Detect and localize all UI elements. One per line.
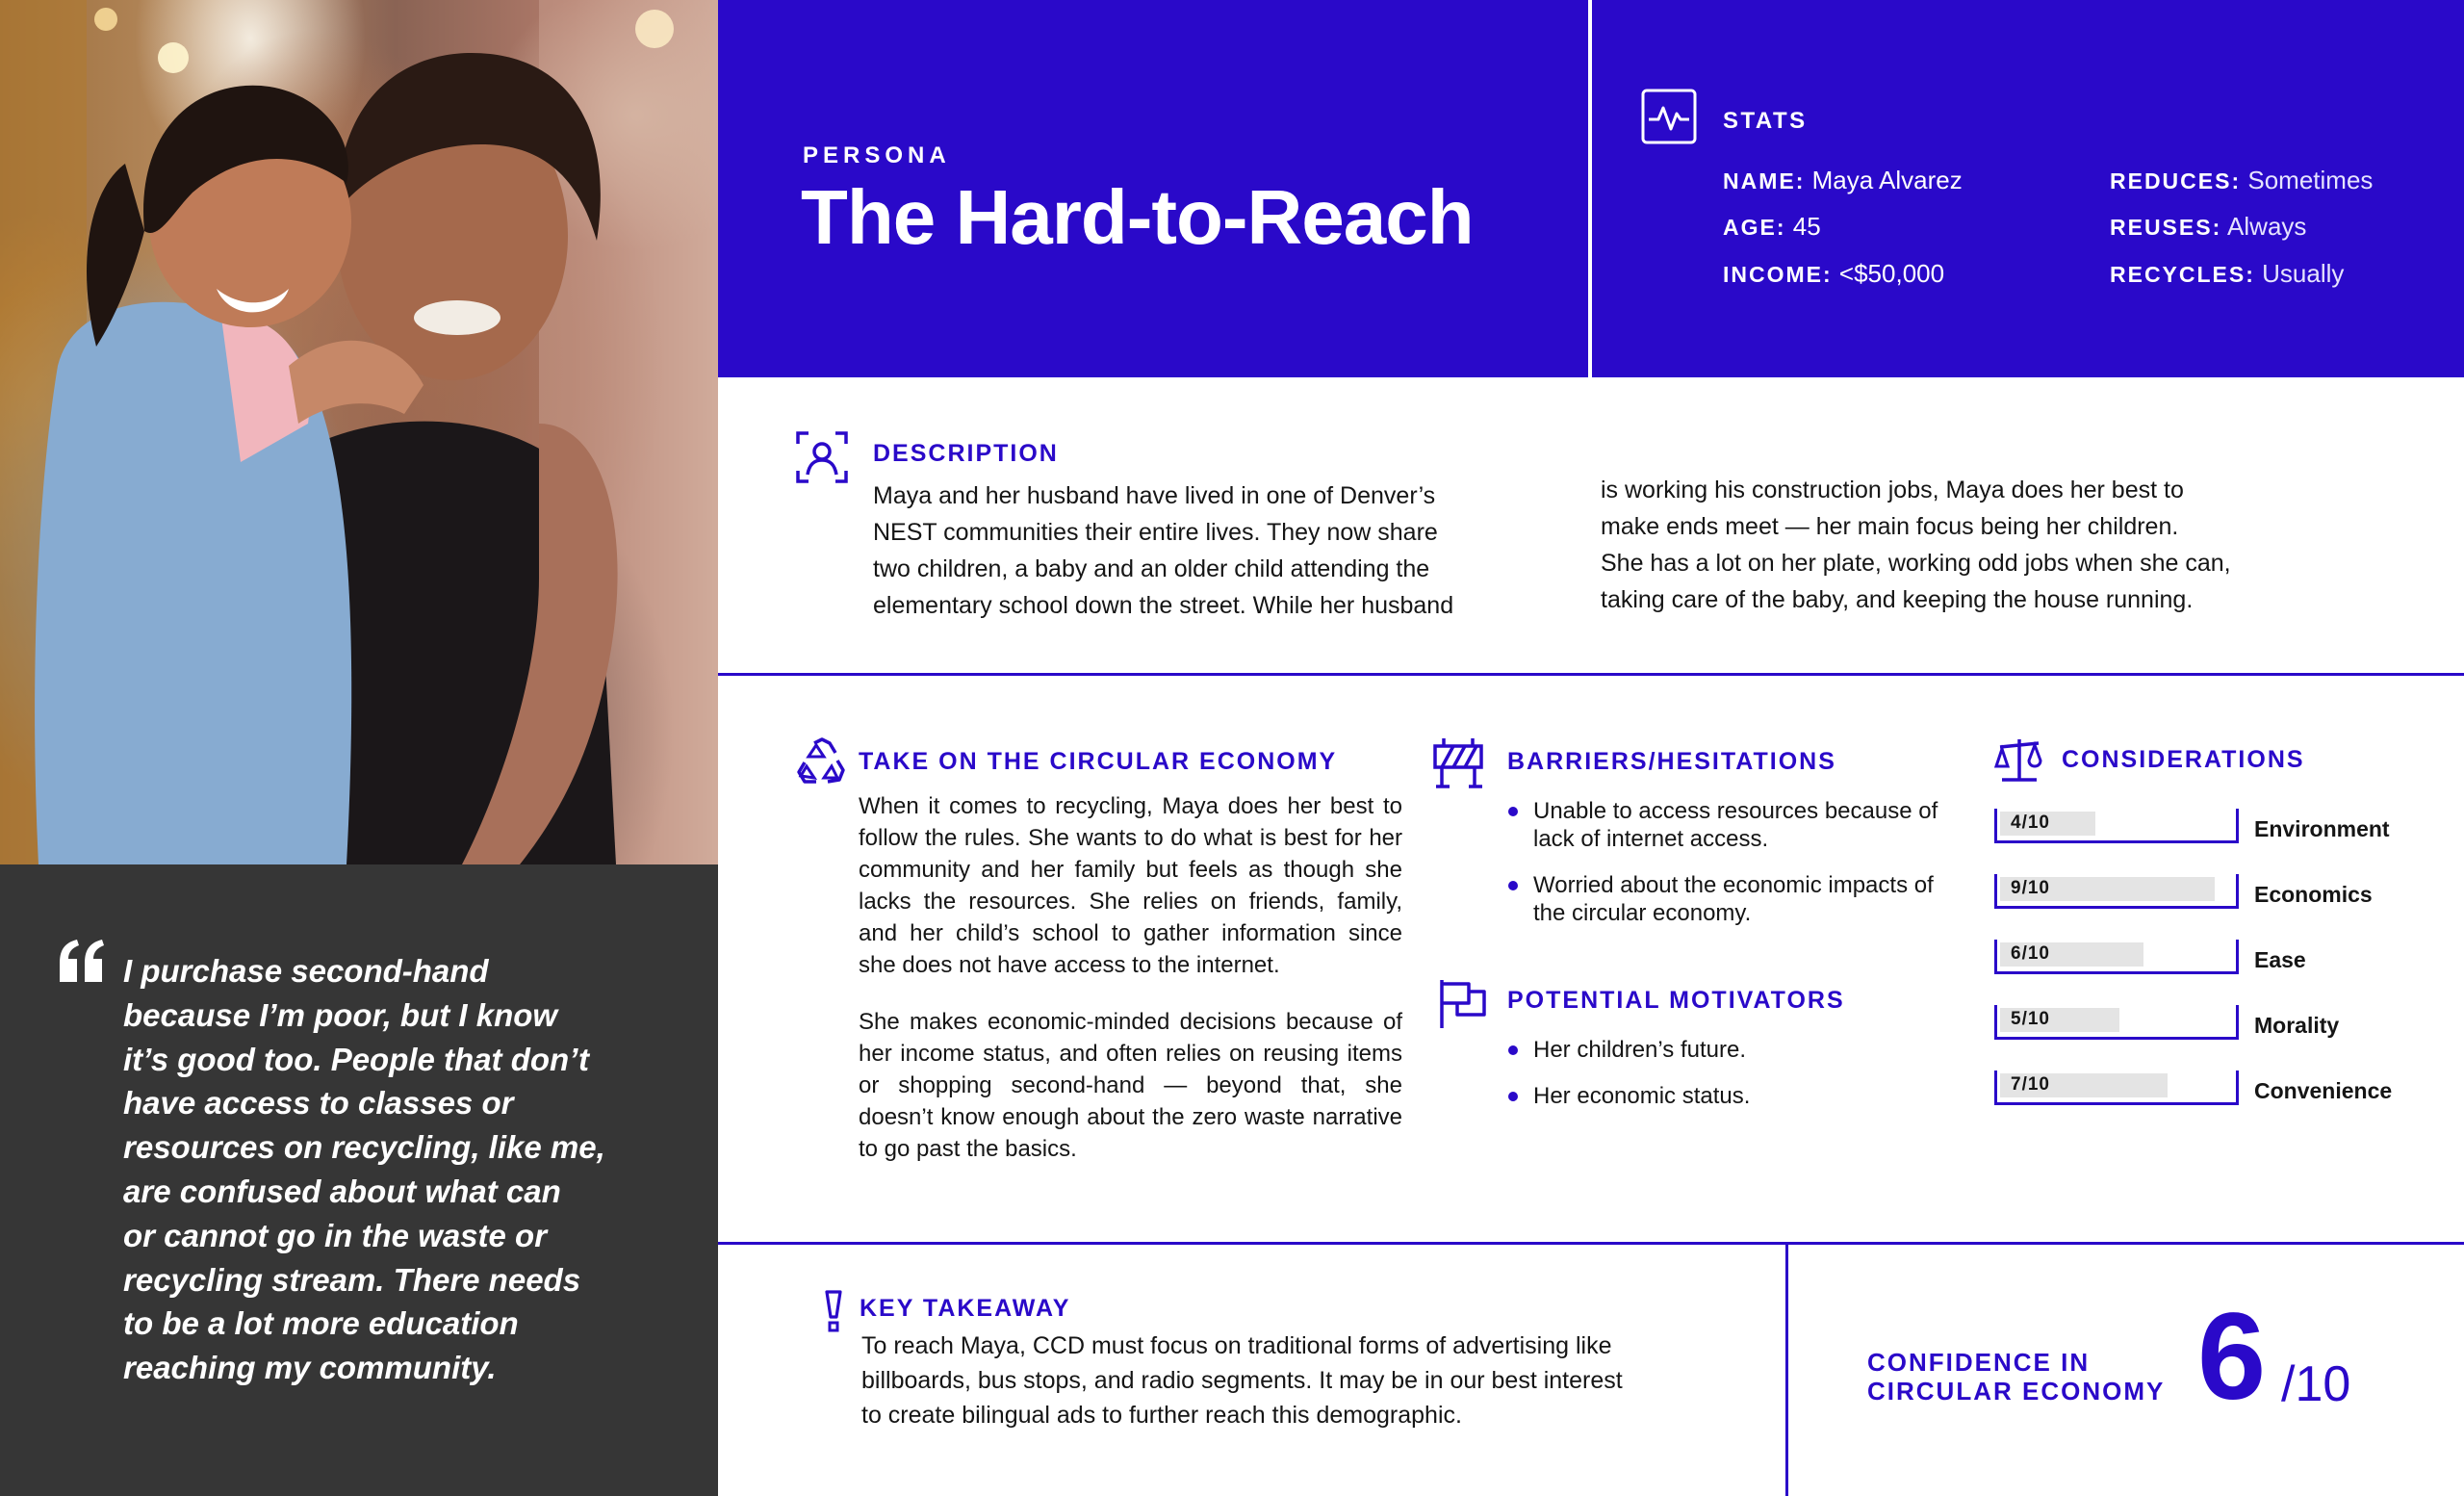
persona-label: PERSONA xyxy=(803,142,951,168)
confidence-total: /10 xyxy=(2281,1356,2351,1412)
stat-value: Maya Alvarez xyxy=(1811,166,1963,194)
confidence-label xyxy=(1867,1348,2165,1406)
stat-key: AGE: xyxy=(1723,215,1786,240)
stat-key: REDUCES: xyxy=(2110,168,2242,193)
description-line: make ends meet — her main focus being her children. xyxy=(1601,513,2179,540)
section-divider xyxy=(718,673,2464,676)
section-divider xyxy=(718,1242,2464,1245)
stat-key: NAME: xyxy=(1723,168,1806,193)
section-divider-vertical xyxy=(1785,1242,1788,1496)
barriers-title: BARRIERS/HESITATIONS xyxy=(1507,748,1836,775)
stat-value: Sometimes xyxy=(2247,166,2374,194)
consideration-row xyxy=(1994,1005,2399,1040)
stat-income xyxy=(1723,259,1944,289)
consideration-row xyxy=(1994,809,2399,843)
takeaway-title: KEY TAKEAWAY xyxy=(860,1295,1071,1322)
quote-line: reaching my community. xyxy=(123,1350,497,1386)
consideration-score: 9/10 xyxy=(2011,878,2050,898)
stat-reuses xyxy=(2110,212,2306,242)
quote-line: to be a lot more education xyxy=(123,1305,519,1342)
recycle-icon xyxy=(795,737,849,787)
quote-line: I purchase second-hand xyxy=(123,953,489,989)
quote-line: are confused about what can xyxy=(123,1173,561,1209)
quote-mark-icon xyxy=(56,940,106,982)
quote-panel xyxy=(0,864,718,1496)
stat-key: INCOME: xyxy=(1723,262,1833,287)
description-line: two children, a baby and an older child attending the xyxy=(873,555,1430,582)
stat-key: RECYCLES: xyxy=(2110,262,2255,287)
stat-name xyxy=(1723,166,1963,195)
takeaway-line: to create bilingual ads to further reach this demographic. xyxy=(861,1402,1462,1429)
motivators-list xyxy=(1506,1036,1959,1110)
consideration-score: 5/10 xyxy=(2011,1009,2050,1029)
quote-line: because I’m poor, but I know xyxy=(123,996,558,1033)
quote-line: it’s good too. People that don’t xyxy=(123,1041,589,1077)
consideration-name: Ease xyxy=(2254,947,2306,972)
list-item: Her children’s future. xyxy=(1506,1036,1959,1064)
description-line: She has a lot on her plate, working odd jobs when she can, xyxy=(1601,550,2231,577)
consideration-name: Economics xyxy=(2254,882,2373,907)
flag-icon xyxy=(1438,978,1488,1030)
barrier-icon xyxy=(1432,736,1484,788)
stat-value: Always xyxy=(2227,212,2307,241)
consideration-score: 4/10 xyxy=(2011,812,2050,833)
description-line: taking care of the baby, and keeping the house running. xyxy=(1601,586,2194,613)
consideration-bar xyxy=(1994,1070,2239,1105)
circular-paragraph-1: When it comes to recycling, Maya does her best to follow the rules. She wants to do what is best for her community and her family but feels as though she lacks the resources. She relies on friends, family, and her child’s school to gather information since she does not have access to the internet. xyxy=(859,793,1402,978)
description-line: elementary school down the street. While her husband xyxy=(873,592,1454,619)
consideration-bar xyxy=(1994,940,2239,974)
motivators-title: POTENTIAL MOTIVATORS xyxy=(1507,987,1845,1014)
stats-label: STATS xyxy=(1723,108,1808,134)
description-line: Maya and her husband have lived in one of Denver’s xyxy=(873,482,1436,509)
stats-pulse-icon xyxy=(1641,89,1697,144)
list-item: Worried about the economic impacts of the circular economy. xyxy=(1506,871,1959,927)
consideration-row xyxy=(1994,1070,2399,1105)
consideration-score: 7/10 xyxy=(2011,1074,2050,1095)
quote-line: or cannot go in the waste or xyxy=(123,1217,548,1253)
consideration-name: Convenience xyxy=(2254,1078,2393,1103)
stat-value: <$50,000 xyxy=(1838,259,1945,288)
consideration-bar xyxy=(1994,809,2239,843)
circular-title: TAKE ON THE CIRCULAR ECONOMY xyxy=(859,748,1338,775)
description-text-col1 xyxy=(873,477,1508,624)
description-line: is working his construction jobs, Maya does her best to xyxy=(1601,477,2184,503)
persona-photo xyxy=(0,0,718,864)
persona-face-icon xyxy=(795,430,849,484)
consideration-name: Environment xyxy=(2254,816,2390,841)
list-item: Her economic status. xyxy=(1506,1082,1959,1110)
circular-paragraph-2: She makes economic-minded decisions because of her income status, and often relies on reusing items or shopping second-hand — beyond that, she doesn’t know enough about the zero waste narrative to go past the basics. xyxy=(859,1009,1402,1162)
scale-icon xyxy=(1994,737,2044,784)
considerations-title: CONSIDERATIONS xyxy=(2062,746,2305,773)
consideration-bar xyxy=(1994,874,2239,909)
stat-age xyxy=(1723,212,1821,242)
quote-line: resources on recycling, like me, xyxy=(123,1129,605,1166)
stat-value: 45 xyxy=(1792,212,1821,241)
confidence-value: 6 xyxy=(2197,1288,2267,1426)
takeaway-text xyxy=(861,1328,1708,1432)
photo-illustration xyxy=(0,0,718,864)
stat-recycles xyxy=(2110,259,2344,289)
stat-reduces xyxy=(2110,166,2373,195)
takeaway-line: To reach Maya, CCD must focus on traditional forms of advertising like xyxy=(861,1332,1612,1359)
header-divider xyxy=(1588,0,1592,377)
consideration-row xyxy=(1994,874,2399,909)
stat-value: Usually xyxy=(2262,259,2345,288)
consideration-bar xyxy=(1994,1005,2239,1040)
page-title: The Hard-to-Reach xyxy=(801,174,1474,260)
list-item: Unable to access resources because of lack of internet access. xyxy=(1506,797,1959,853)
description-line: NEST communities their entire lives. They now share xyxy=(873,519,1438,546)
confidence-label-line: CONFIDENCE IN xyxy=(1867,1348,2091,1377)
stat-key: REUSES: xyxy=(2110,215,2222,240)
consideration-name: Morality xyxy=(2254,1013,2340,1038)
consideration-row xyxy=(1994,940,2399,974)
quote-line: recycling stream. There needs xyxy=(123,1261,581,1298)
confidence-label-line: CIRCULAR ECONOMY xyxy=(1867,1377,2166,1406)
description-text-col2 xyxy=(1601,472,2313,618)
description-title: DESCRIPTION xyxy=(873,440,1059,467)
barriers-list xyxy=(1506,797,1959,927)
exclamation-icon xyxy=(824,1290,843,1332)
persona-quote xyxy=(123,949,643,1390)
consideration-score: 6/10 xyxy=(2011,943,2050,964)
takeaway-line: billboards, bus stops, and radio segments. It may be in our best interest xyxy=(861,1367,1623,1394)
quote-line: have access to classes or xyxy=(123,1085,514,1122)
